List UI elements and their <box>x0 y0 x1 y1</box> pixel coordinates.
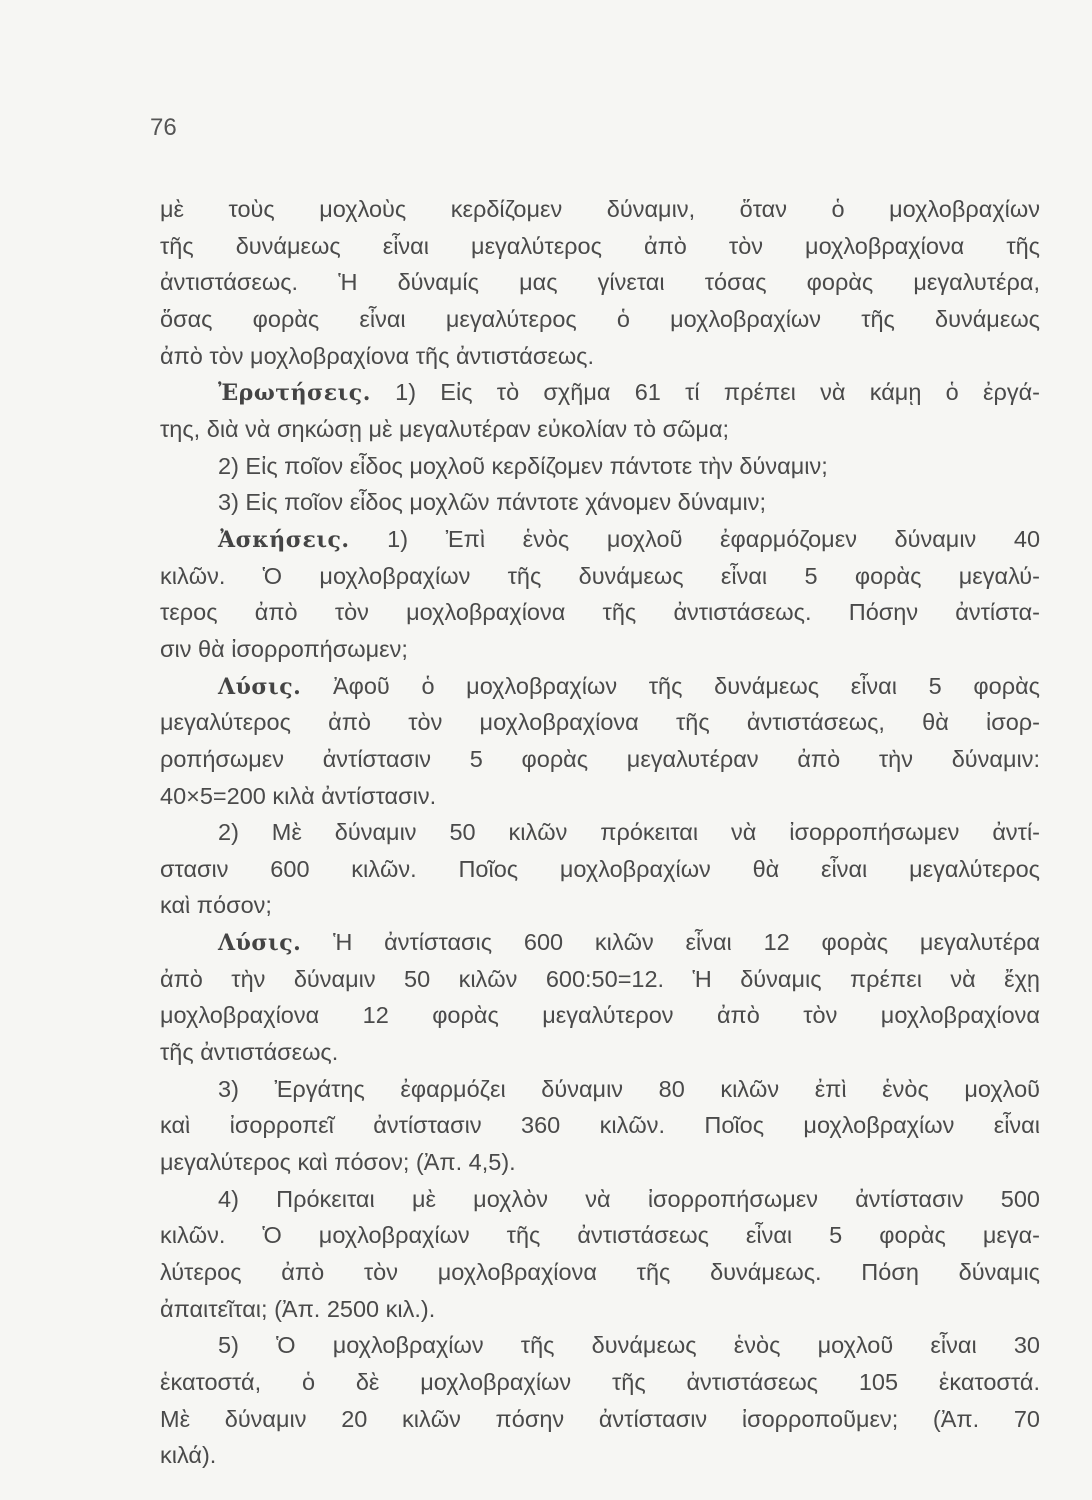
line-text: Ἀφοῦ ὁ μοχλοβραχίων τῆς δυνάμεως εἶναι 5 φορὰς <box>332 672 1040 699</box>
line-text: μοχλοβραχίονα 12 φορὰς μεγαλύτερον ἀπὸ τὸν μοχλοβραχίονα <box>160 1002 1040 1029</box>
paragraph <box>160 668 1040 815</box>
line-text: μεγαλύτερος ἀπὸ τὸν μοχλοβραχίονα τῆς ἀντιστάσεως, θὰ ἰσορ- <box>160 709 1040 736</box>
line-text: 4) Πρόκειται μὲ μοχλὸν νὰ ἰσορροπήσωμεν ἀντίστασιν 500 <box>218 1185 1040 1212</box>
text-line <box>160 997 1040 1034</box>
section-lead-heading: Ἐρωτήσεις. <box>218 380 371 407</box>
text-line <box>160 448 1040 485</box>
text-line <box>160 704 1040 741</box>
line-text: ἀπὸ τὴν δύναμιν 50 κιλῶν 600:50=12. Ἡ δύναμις πρέπει νὰ ἔχῃ <box>160 965 1040 992</box>
paragraph <box>160 191 1040 374</box>
line-text: τερος ἀπὸ τὸν μοχλοβραχίονα τῆς ἀντιστάσεως. Πόσην ἀντίστα- <box>160 599 1040 626</box>
text-line <box>160 1254 1040 1291</box>
section-lead-heading: Λύσις. <box>218 930 302 957</box>
line-text: 3) Ἐργάτης ἐφαρμόζει δύναμιν 80 κιλῶν ἐπὶ ἑνὸς μοχλοῦ <box>218 1075 1040 1102</box>
text-line <box>160 1144 1040 1181</box>
line-text: 40×5=200 κιλὰ ἀντίστασιν. <box>160 782 437 809</box>
text-line <box>160 778 1040 815</box>
line-text: μεγαλύτερος καὶ πόσον; (Ἀπ. 4,5). <box>160 1149 516 1176</box>
body-text <box>160 191 1040 1474</box>
paragraph <box>160 924 1040 1071</box>
line-text: Ἡ ἀντίστασις 600 κιλῶν εἶναι 12 φορὰς μεγαλυτέρα <box>333 929 1041 956</box>
paragraph <box>160 1181 1040 1328</box>
line-text: τῆς ἀντιστάσεως. <box>160 1039 339 1066</box>
text-line <box>160 668 1040 705</box>
text-line <box>160 1401 1040 1438</box>
text-line <box>160 1071 1040 1108</box>
line-text: 1) Εἰς τὸ σχῆμα 61 τί πρέπει νὰ κάμῃ ὁ ἐργά- <box>395 379 1041 406</box>
line-text: σιν θὰ ἰσορροπήσωμεν; <box>160 635 408 662</box>
paragraph <box>160 374 1040 447</box>
text-line <box>160 1181 1040 1218</box>
line-text: ἀπὸ τὸν μοχλοβραχίονα τῆς ἀντιστάσεως. <box>160 342 595 369</box>
text-line <box>160 851 1040 888</box>
line-text: κιλά). <box>160 1442 217 1469</box>
text-line <box>160 741 1040 778</box>
line-text: ροπήσωμεν ἀντίστασιν 5 φορὰς μεγαλυτέραν ἀπὸ τὴν δύναμιν: <box>160 745 1040 772</box>
text-line <box>160 558 1040 595</box>
text-line <box>160 1217 1040 1254</box>
line-text: Μὲ δύναμιν 20 κιλῶν πόσην ἀντίστασιν ἰσορροποῦμεν; (Ἀπ. 70 <box>160 1405 1040 1432</box>
text-line <box>160 521 1040 558</box>
paragraph <box>160 1327 1040 1474</box>
line-text: κιλῶν. Ὁ μοχλοβραχίων τῆς ἀντιστάσεως εἶναι 5 φορὰς μεγα- <box>160 1222 1040 1249</box>
text-line <box>160 374 1040 411</box>
line-text: στασιν 600 κιλῶν. Ποῖος μοχλοβραχίων θὰ εἶναι μεγαλύτερος <box>160 855 1040 882</box>
text-line <box>160 1291 1040 1328</box>
text-line <box>160 961 1040 998</box>
text-line <box>160 301 1040 338</box>
section-lead-heading: Ἀσκήσεις. <box>218 526 350 553</box>
text-line <box>160 1327 1040 1364</box>
line-text: καὶ πόσον; <box>160 892 272 919</box>
text-line <box>160 191 1040 228</box>
paragraph <box>160 448 1040 485</box>
line-text: κιλῶν. Ὁ μοχλοβραχίων τῆς δυνάμεως εἶναι 5 φορὰς μεγαλύ- <box>160 562 1040 589</box>
line-text: της, διὰ νὰ σηκώσῃ μὲ μεγαλυτέραν εὐκολίαν τὸ σῶμα; <box>160 415 730 442</box>
text-line <box>160 814 1040 851</box>
text-line <box>160 338 1040 375</box>
text-line <box>160 924 1040 961</box>
line-text: 2) Μὲ δύναμιν 50 κιλῶν πρόκειται νὰ ἰσορροπήσωμεν ἀντί- <box>218 819 1040 846</box>
line-text: ἀντιστάσεως. Ἡ δύναμίς μας γίνεται τόσας φορὰς μεγαλυτέρα, <box>160 269 1040 296</box>
paragraph <box>160 1071 1040 1181</box>
section-lead-heading: Λύσις. <box>218 673 302 700</box>
page-number: 76 <box>150 114 177 141</box>
line-text: 1) Ἐπὶ ἑνὸς μοχλοῦ ἐφαρμόζομεν δύναμιν 40 <box>387 525 1041 552</box>
text-line <box>160 484 1040 521</box>
line-text: ἀπαιτεῖται; (Ἀπ. 2500 κιλ.). <box>160 1295 436 1322</box>
text-line <box>160 1437 1040 1474</box>
line-text: μὲ τοὺς μοχλοὺς κερδίζομεν δύναμιν, ὅταν ὁ μοχλοβραχίων <box>160 196 1040 222</box>
paragraph <box>160 484 1040 521</box>
text-line <box>160 594 1040 631</box>
line-text: 5) Ὁ μοχλοβραχίων τῆς δυνάμεως ἑνὸς μοχλοῦ εἶναι 30 <box>218 1332 1040 1359</box>
text-line <box>160 264 1040 301</box>
line-text: καὶ ἰσορροπεῖ ἀντίστασιν 360 κιλῶν. Ποῖος μοχλοβραχίων εἶναι <box>160 1112 1040 1139</box>
text-line <box>160 1364 1040 1401</box>
line-text: 2) Εἰς ποῖον εἶδος μοχλοῦ κερδίζομεν πάντοτε τὴν δύναμιν; <box>218 452 828 479</box>
text-line <box>160 411 1040 448</box>
text-line <box>160 1107 1040 1144</box>
line-text: ὅσας φορὰς εἶναι μεγαλύτερος ὁ μοχλοβραχίων τῆς δυνάμεως <box>160 305 1040 332</box>
text-line <box>160 1034 1040 1071</box>
line-text: τῆς δυνάμεως εἶναι μεγαλύτερος ἀπὸ τὸν μοχλοβραχίονα τῆς <box>160 232 1040 259</box>
line-text: λύτερος ἀπὸ τὸν μοχλοβραχίονα τῆς δυνάμεως. Πόση δύναμις <box>160 1259 1040 1286</box>
text-line <box>160 631 1040 668</box>
text-line <box>160 887 1040 924</box>
paragraph <box>160 521 1040 668</box>
text-line <box>160 228 1040 265</box>
line-text: ἑκατοστά, ὁ δὲ μοχλοβραχίων τῆς ἀντιστάσεως 105 ἑκατοστά. <box>160 1369 1040 1395</box>
line-text: 3) Εἰς ποῖον εἶδος μοχλῶν πάντοτε χάνομεν δύναμιν; <box>218 489 766 516</box>
paragraph <box>160 814 1040 924</box>
